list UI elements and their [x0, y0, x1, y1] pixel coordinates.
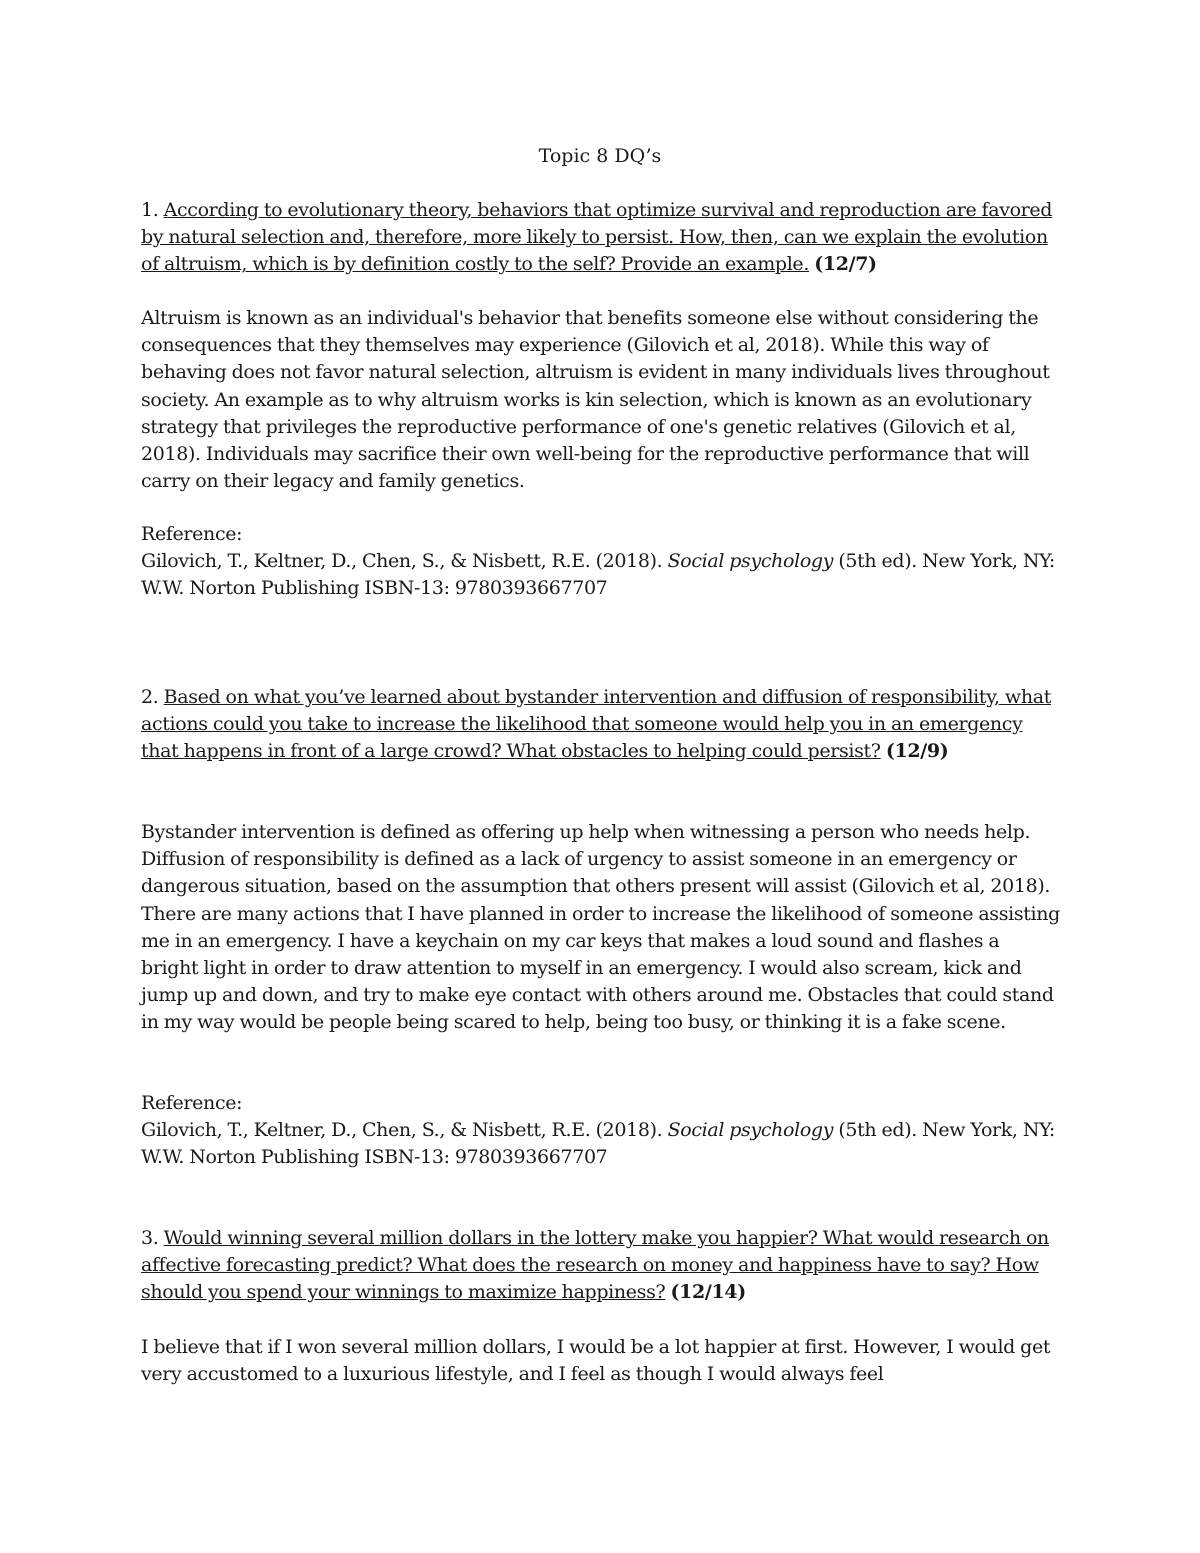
question-prompt: [141, 684, 1061, 766]
reference-1: [141, 521, 1061, 603]
reference-citation: Gilovich, T., Keltner, D., Chen, S., & Nisbett, R.E. (2018). Social psychology (5th ed). New York, NY: W.W. Norton Publishing ISBN-13: 9780393667707: [141, 550, 1055, 600]
answer-3: I believe that if I won several million dollars, I would be a lot happier at first. However, I would get very accustomed to a luxurious lifestyle, and I feel as though I would always feel: [141, 1336, 1051, 1386]
question-tag: (12/9): [885, 740, 949, 763]
question-prompt: [141, 197, 1061, 279]
question-tag: (12/7): [814, 253, 877, 276]
question-3: [141, 1225, 1061, 1307]
reference-citation: Gilovich, T., Keltner, D., Chen, S., & Nisbett, R.E. (2018). Social psychology (5th ed). New York, NY: W.W. Norton Publishing ISBN-13: 9780393667707: [141, 1119, 1055, 1169]
question-number: 3.: [141, 1227, 159, 1249]
reference-label: Reference:: [141, 523, 243, 545]
question-text: Would winning several million dollars in the lottery make you happier? What would research on affective forecasting predict? What does the research on money and happiness have to say? How should you spend your winnings to maximize happiness?: [141, 1227, 1049, 1304]
question-tag: (12/14): [670, 1281, 746, 1304]
answer-1: Altruism is known as an individual's behavior that benefits someone else without considering the consequences that they themselves may experience (Gilovich et al, 2018). While this way of behaving does not favor natural selection, altruism is evident in many individuals lives throughout society. An example as to why altruism works is kin selection, which is known as an evolutionary strategy that privileges the reproductive performance of one's genetic relatives (Gilovich et al, 2018). Individuals may sacrifice their own well-being for the reproductive performance that will carry on their legacy and family genetics.: [141, 307, 1050, 493]
document-title: Topic 8 DQ’s: [538, 145, 662, 167]
answer-2: Bystander intervention is defined as offering up help when witnessing a person who needs help. Diffusion of responsibility is defined as a lack of urgency to assist someone in an emergency or dangerous situation, based on the assumption that others present will assist (Gilovich et al, 2018). There are many actions that I have planned in order to increase the likelihood of someone assisting me in an emergency. I have a keychain on my car keys that makes a loud sound and flashes a bright light in order to draw attention to myself in an emergency. I would also scream, kick and jump up and down, and try to make eye contact with others around me. Obstacles that could stand in my way would be people being scared to help, being too busy, or thinking it is a fake scene.: [141, 821, 1060, 1034]
question-1: [141, 197, 1061, 279]
reference-book-title: Social psychology: [667, 550, 834, 573]
question-2: [141, 684, 1061, 766]
question-prompt: [141, 1225, 1061, 1307]
reference-book-title: Social psychology: [667, 1119, 834, 1142]
reference-2: [141, 1090, 1061, 1172]
question-text: According to evolutionary theory, behaviors that optimize survival and reproduction are favored by natural selection and, therefore, more likely to persist. How, then, can we explain the evolution of altruism, which is by definition costly to the self? Provide an example.: [141, 199, 1053, 276]
reference-label: Reference:: [141, 1092, 243, 1114]
question-number: 2.: [141, 686, 159, 708]
question-text: Based on what you’ve learned about bystander intervention and diffusion of responsibility, what actions could you take to increase the likelihood that someone would help you in an emergency that happens in front of a large crowd? What obstacles to helping could persist?: [141, 686, 1051, 763]
question-number: 1.: [141, 199, 159, 221]
